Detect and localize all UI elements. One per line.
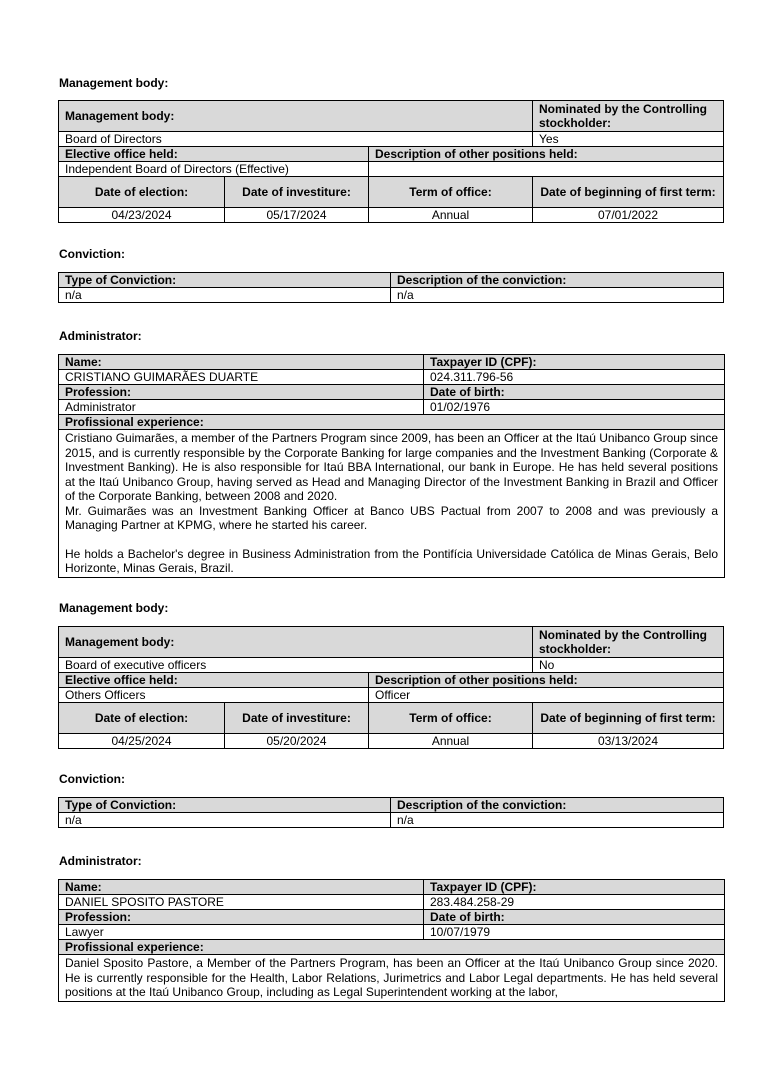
type-conviction-value: n/a xyxy=(59,813,391,828)
administrator-table xyxy=(58,879,725,1002)
conviction-heading: Conviction: xyxy=(59,772,125,786)
administrator-heading: Administrator: xyxy=(59,854,142,868)
management-body-table xyxy=(58,626,724,749)
nominated-label: Nominated by the Controlling stockholder: xyxy=(533,627,724,658)
elective-office-value: Independent Board of Directors (Effective) xyxy=(59,162,369,177)
date-election-label: Date of election: xyxy=(59,177,225,208)
profession-label: Profession: xyxy=(59,910,424,925)
term-office-value: Annual xyxy=(369,734,533,749)
other-positions-value xyxy=(369,162,724,177)
date-election-label: Date of election: xyxy=(59,703,225,734)
management-body-heading: Management body: xyxy=(59,76,169,90)
name-value: DANIEL SPOSITO PASTORE xyxy=(59,895,424,910)
experience-text xyxy=(59,430,725,578)
management-body-value: Board of executive officers xyxy=(59,658,533,673)
experience-paragraph: He holds a Bachelor's degree in Business Administration from the Pontifícia Universidade Católica de Minas Gerais, Belo Horizonte, Minas Gerais, Brazil. xyxy=(65,546,718,575)
date-birth-label: Date of birth: xyxy=(424,385,725,400)
description-conviction-value: n/a xyxy=(391,813,724,828)
other-positions-value: Officer xyxy=(369,688,724,703)
taxpayer-id-value: 024.311.796-56 xyxy=(424,370,725,385)
experience-label: Profissional experience: xyxy=(59,415,725,430)
taxpayer-id-label: Taxpayer ID (CPF): xyxy=(424,880,725,895)
management-body-table xyxy=(58,100,724,223)
conviction-table xyxy=(58,797,724,828)
conviction-heading: Conviction: xyxy=(59,247,125,261)
taxpayer-id-value: 283.484.258-29 xyxy=(424,895,725,910)
conviction-table xyxy=(58,272,724,303)
type-conviction-label: Type of Conviction: xyxy=(59,798,391,813)
date-birth-value: 10/07/1979 xyxy=(424,925,725,940)
description-conviction-value: n/a xyxy=(391,288,724,303)
date-investiture-label: Date of investiture: xyxy=(225,177,369,208)
taxpayer-id-label: Taxpayer ID (CPF): xyxy=(424,355,725,370)
description-conviction-label: Description of the conviction: xyxy=(391,798,724,813)
date-investiture-value: 05/20/2024 xyxy=(225,734,369,749)
management-body-label: Management body: xyxy=(59,101,533,132)
administrator-heading: Administrator: xyxy=(59,329,142,343)
date-first-term-label: Date of beginning of first term: xyxy=(533,177,724,208)
elective-office-label: Elective office held: xyxy=(59,147,369,162)
elective-office-label: Elective office held: xyxy=(59,673,369,688)
name-value: CRISTIANO GUIMARÃES DUARTE xyxy=(59,370,424,385)
profession-value: Lawyer xyxy=(59,925,424,940)
name-label: Name: xyxy=(59,355,424,370)
date-investiture-label: Date of investiture: xyxy=(225,703,369,734)
management-body-value: Board of Directors xyxy=(59,132,533,147)
experience-text xyxy=(59,955,725,1002)
type-conviction-label: Type of Conviction: xyxy=(59,273,391,288)
type-conviction-value: n/a xyxy=(59,288,391,303)
elective-office-value: Others Officers xyxy=(59,688,369,703)
date-first-term-value: 03/13/2024 xyxy=(533,734,724,749)
date-election-value: 04/23/2024 xyxy=(59,208,225,223)
other-positions-label: Description of other positions held: xyxy=(369,147,724,162)
management-body-label: Management body: xyxy=(59,627,533,658)
administrator-table xyxy=(58,354,725,578)
date-birth-label: Date of birth: xyxy=(424,910,725,925)
experience-paragraph: Cristiano Guimarães, a member of the Partners Program since 2009, has been an Officer at the Itaú Unibanco Group since 2015, and is currently responsible by the Corporate Banking for large companies and the Investment Banking (Corporate & Investment Banking). He is also responsible for Itaú BBA International, our bank in Europe. He has held several positions at the Itaú Unibanco Group, having served as Head and Managing Director of the Investment Banking in Brazil and Officer of the Corporate Banking, between 2008 and 2020. xyxy=(65,431,718,503)
profession-label: Profession: xyxy=(59,385,424,400)
nominated-label: Nominated by the Controlling stockholder: xyxy=(533,101,724,132)
date-birth-value: 01/02/1976 xyxy=(424,400,725,415)
nominated-value: No xyxy=(533,658,724,673)
experience-label: Profissional experience: xyxy=(59,940,725,955)
management-body-heading: Management body: xyxy=(59,601,169,615)
profession-value: Administrator xyxy=(59,400,424,415)
term-office-value: Annual xyxy=(369,208,533,223)
date-investiture-value: 05/17/2024 xyxy=(225,208,369,223)
nominated-value: Yes xyxy=(533,132,724,147)
description-conviction-label: Description of the conviction: xyxy=(391,273,724,288)
experience-paragraph: Daniel Sposito Pastore, a Member of the Partners Program, has been an Officer at the Itaú Unibanco Group since 2020. He is currently responsible for the Health, Labor Relations, Jurimetrics and Labor Legal departments. He has held several positions at the Itaú Unibanco Group, including as Legal Superintendent working at the labor, xyxy=(65,956,718,999)
date-election-value: 04/25/2024 xyxy=(59,734,225,749)
other-positions-label: Description of other positions held: xyxy=(369,673,724,688)
date-first-term-label: Date of beginning of first term: xyxy=(533,703,724,734)
experience-paragraph: Mr. Guimarães was an Investment Banking Officer at Banco UBS Pactual from 2007 to 2008 and was previously a Managing Partner at KPMG, where he started his career. xyxy=(65,503,718,532)
term-office-label: Term of office: xyxy=(369,177,533,208)
name-label: Name: xyxy=(59,880,424,895)
term-office-label: Term of office: xyxy=(369,703,533,734)
date-first-term-value: 07/01/2022 xyxy=(533,208,724,223)
